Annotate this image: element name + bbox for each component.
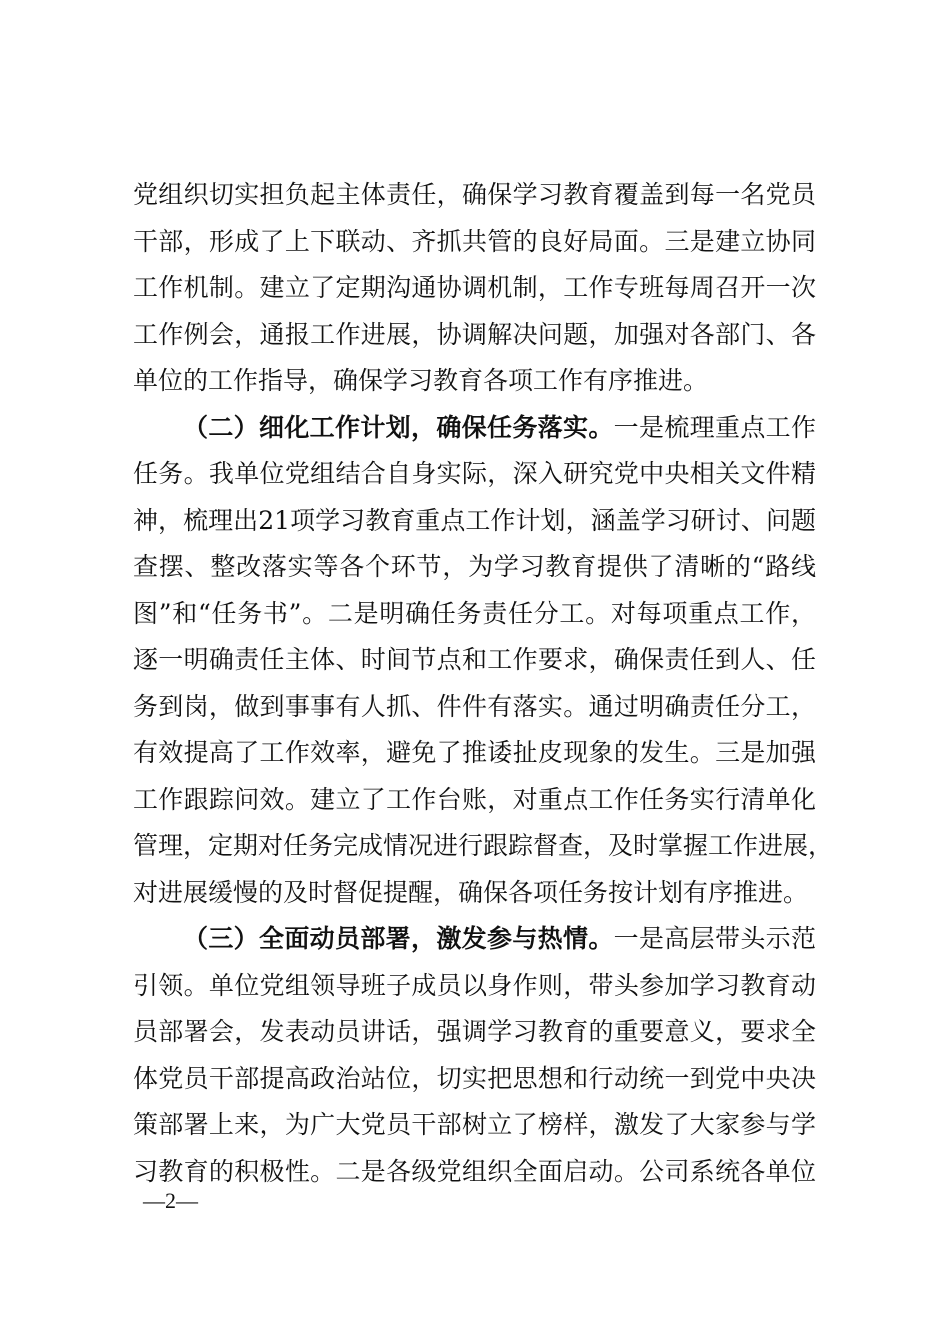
text-line: 习教育的积极性。二是各级党组织全面启动。公司系统各单位 <box>133 1156 816 1186</box>
text-line: 干部，形成了上下联动、齐抓共管的良好局面。三是建立协同 <box>133 226 816 256</box>
section-heading: （三）全面动员部署，激发参与热情。 <box>183 924 614 953</box>
text-run: 一是梳理重点工作 <box>613 412 816 442</box>
document-body <box>133 172 834 1195</box>
text-line <box>133 916 816 963</box>
text-line: 党组织切实担负起主体责任，确保学习教育覆盖到每一名党员 <box>133 180 816 209</box>
text-line: 图”和“任务书”。二是明确任务责任分工。对每项重点工作， <box>133 598 816 628</box>
text-line: 对进展缓慢的及时督促提醒，确保各项任务按计划有序推进。 <box>133 877 809 907</box>
text-run: 一是高层带头示范 <box>613 924 816 953</box>
text-line: 查摆、整改落实等各个环节，为学习教育提供了清晰的“路线 <box>133 552 816 581</box>
text-line: 逐一明确责任主体、时间节点和工作要求，确保责任到人、任 <box>133 645 816 674</box>
text-line: 引领。单位党组领导班子成员以身作则，带头参加学习教育动 <box>133 970 816 1000</box>
text-line: 员部署会，发表动员讲话，强调学习教育的重要意义，要求全 <box>133 1017 816 1046</box>
paragraph <box>133 405 834 917</box>
text-line: 工作例会，通报工作进展，协调解决问题，加强对各部门、各 <box>133 319 816 349</box>
text-line: 单位的工作指导，确保学习教育各项工作有序推进。 <box>133 366 709 395</box>
text-line: 管理，定期对任务完成情况进行跟踪督查，及时掌握工作进展， <box>133 831 834 860</box>
text-line: 任务。我单位党组结合自身实际，深入研究党中央相关文件精 <box>133 459 816 488</box>
text-line: 体党员干部提高政治站位，切实把思想和行动统一到党中央决 <box>133 1063 816 1093</box>
text-line: 策部署上来，为广大党员干部树立了榜样，激发了大家参与学 <box>133 1110 816 1139</box>
paragraph <box>133 916 816 1195</box>
page-number: —2— <box>143 1188 198 1213</box>
section-heading: （二）细化工作计划，确保任务落实。 <box>183 412 614 442</box>
text-line: 务到岗，做到事事有人抓、件件有落实。通过明确责任分工， <box>133 691 816 721</box>
text-line: 有效提高了工作效率，避免了推诿扯皮现象的发生。三是加强 <box>133 738 816 767</box>
text-line: 工作机制。建立了定期沟通协调机制，工作专班每周召开一次 <box>133 273 816 302</box>
paragraph <box>133 172 816 405</box>
text-line: 工作跟踪问效。建立了工作台账，对重点工作任务实行清单化 <box>133 784 816 814</box>
text-line: 神，梳理出21项学习教育重点工作计划，涵盖学习研讨、问题 <box>133 505 816 535</box>
text-line <box>133 405 816 452</box>
